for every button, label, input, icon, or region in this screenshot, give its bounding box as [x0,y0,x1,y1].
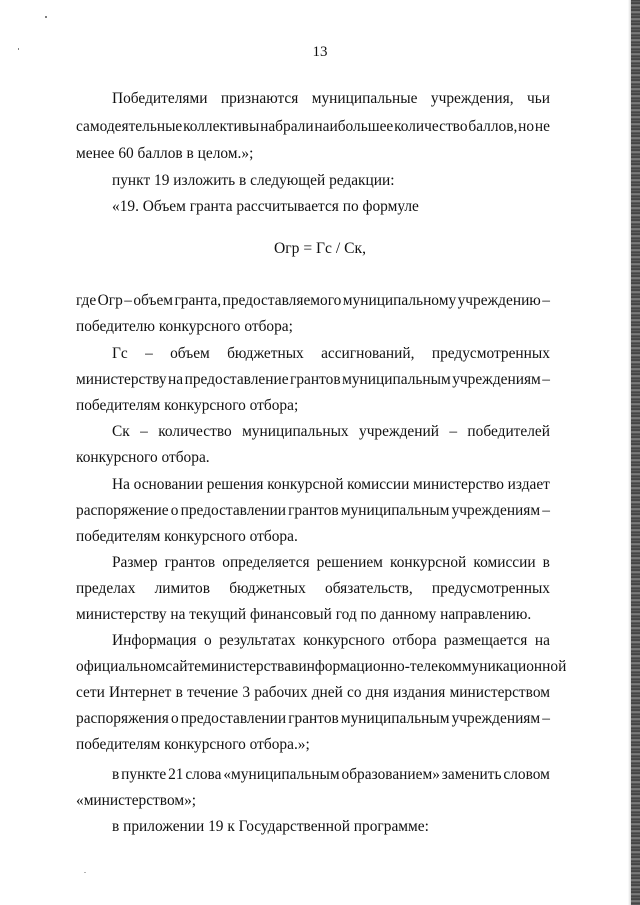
paragraph-9-line-2 [76,656,567,678]
word: словом [503,766,550,783]
word: Гс [112,345,128,362]
word: предоставлении [180,710,287,727]
word: комиссии [473,554,536,571]
word: конкурсной [267,476,344,493]
word: грантов [288,502,339,519]
word: предусмотренных [431,580,550,597]
word: определяется [222,554,310,571]
word: образованием» [341,766,440,783]
word: комиссии [347,476,410,493]
word: Интернет [109,684,172,701]
word: – [542,710,550,727]
word: сайте [165,658,202,675]
paragraph-9-line-3 [76,682,550,704]
paragraph-1-line-3: менее 60 баллов в целом.»; [76,145,254,162]
word: грантов [288,710,339,727]
word: дня [365,684,389,701]
word: набрали [260,118,314,135]
word: – [449,423,458,440]
scan-speck [45,16,47,18]
word: решения [206,476,264,493]
word: – [542,371,550,388]
word: «муниципальным [223,766,340,783]
word: коллективы [183,118,260,135]
word: Огр [97,292,123,309]
word: – [542,292,550,309]
word: наибольшее [314,118,394,135]
paragraph-9-line-1 [112,630,550,652]
scan-edge [631,0,640,905]
word: 21 [168,766,184,783]
word: предоставлении [180,502,286,519]
word: учреждениям [451,502,541,519]
paragraph-10-line-2: «министерством»; [76,792,197,809]
word: предоставление [184,371,289,388]
word: конкурсной [390,554,467,571]
word: со [347,684,362,701]
word: предоставляемого [222,292,342,309]
word: министерству [76,371,167,388]
word: учреждению [457,292,541,309]
word: Ск [112,423,130,440]
paragraph-6-line-1 [112,421,550,443]
word: Информация [112,632,197,649]
word: о [204,632,212,649]
word: учреждений [359,423,439,440]
paragraph-4-line-2: победителю конкурсного отбора; [76,318,293,335]
paragraph-10-line-1 [112,764,550,786]
word: течение [187,684,239,701]
word: заменить [441,766,502,783]
word: министерством [449,684,550,701]
word: но [518,118,535,135]
word: в [291,658,299,675]
word: муниципальному [342,292,457,309]
word: бюджетных [227,345,304,362]
paragraph-1-line-2 [76,116,550,138]
word: муниципальным [342,371,451,388]
paragraph-8-line-2 [76,578,550,600]
paragraph-3: «19. Объем гранта рассчитывается по формуле [112,198,419,215]
paragraph-5-line-1 [112,343,550,365]
paragraph-5-line-3: победителям конкурсного отбора; [76,397,299,414]
word: ассигнований, [321,345,415,362]
word: признаются [220,90,299,107]
word: баллов, [468,118,518,135]
word: чьи [527,90,550,107]
word: – [542,502,550,519]
word: издания [393,684,446,701]
word: муниципальные [311,90,418,107]
word: распоряжения [76,710,169,727]
word: самодеятельные [76,118,183,135]
word: грантов [164,554,216,571]
word: предусмотренных [431,345,550,362]
paragraph-8-line-3: министерству на текущий финансовый год по данному направлению. [76,606,532,623]
paragraph-2: пункт 19 изложить в следующей редакции: [112,172,395,189]
word: о [170,502,179,519]
word: грантов [290,371,341,388]
word: лимитов [154,580,211,597]
word: пределах [76,580,136,597]
word: количество [158,423,232,440]
scan-speck [84,872,86,873]
word: на [534,632,550,649]
word: размещается [444,632,528,649]
word: обязательств, [325,580,413,597]
word: количество [394,118,468,135]
paragraph-4-line-1 [76,290,550,312]
word: дней [311,684,343,701]
paragraph-11: в приложении 19 к Государственной программе: [112,818,429,835]
word: муниципальным [340,710,450,727]
word: объем [170,345,210,362]
word: официальном [76,658,166,675]
word: решением [316,554,383,571]
word: учреждениям [451,710,541,727]
word: слова [185,766,222,783]
word: где [76,292,97,309]
word: муниципальных [242,423,349,440]
word: 3 [242,684,251,701]
word: издает [507,476,550,493]
paragraph-7-line-2 [76,500,550,522]
word: Размер [112,554,158,571]
word: гранта, [174,292,222,309]
word: на [168,371,184,388]
word: не [534,118,550,135]
word: – [124,292,132,309]
formula: Огр = Гс / Ск, [274,240,366,257]
word: основании [133,476,204,493]
word: пункте [121,766,167,783]
word: – [140,423,148,440]
word: На [112,476,130,493]
paragraph-1-line-1 [112,88,550,110]
word: информационно-телекоммуникационной [298,658,567,675]
word: победителей [467,423,550,440]
word: – [145,345,153,362]
word: объем [133,292,174,309]
word: рабочих [254,684,308,701]
word: Победителями [112,90,208,107]
word: в [175,684,183,701]
page-number: 13 [312,44,328,60]
word: бюджетных [229,580,306,597]
word: конкурсного [303,632,385,649]
paragraph-7-line-3: победителям конкурсного отбора. [76,528,298,545]
word: распоряжение [76,502,169,519]
paragraph-9-line-5: победителям конкурсного отбора.»; [76,736,310,753]
paragraph-6-line-2: конкурсного отбора. [76,449,210,466]
word: муниципальным [340,502,450,519]
word: в [542,554,550,571]
word: в [112,766,120,783]
word: результатах [219,632,296,649]
word: о [170,710,179,727]
paragraph-9-line-4 [76,708,550,730]
paragraph-7-line-1 [112,474,550,496]
word: учреждениям [452,371,541,388]
paragraph-8-line-1 [112,552,550,574]
word: министерства [201,658,292,675]
word: отбора [392,632,437,649]
word: сети [76,684,105,701]
paragraph-5-line-2 [76,369,550,391]
word: учреждения, [430,90,514,107]
word: министерство [413,476,504,493]
